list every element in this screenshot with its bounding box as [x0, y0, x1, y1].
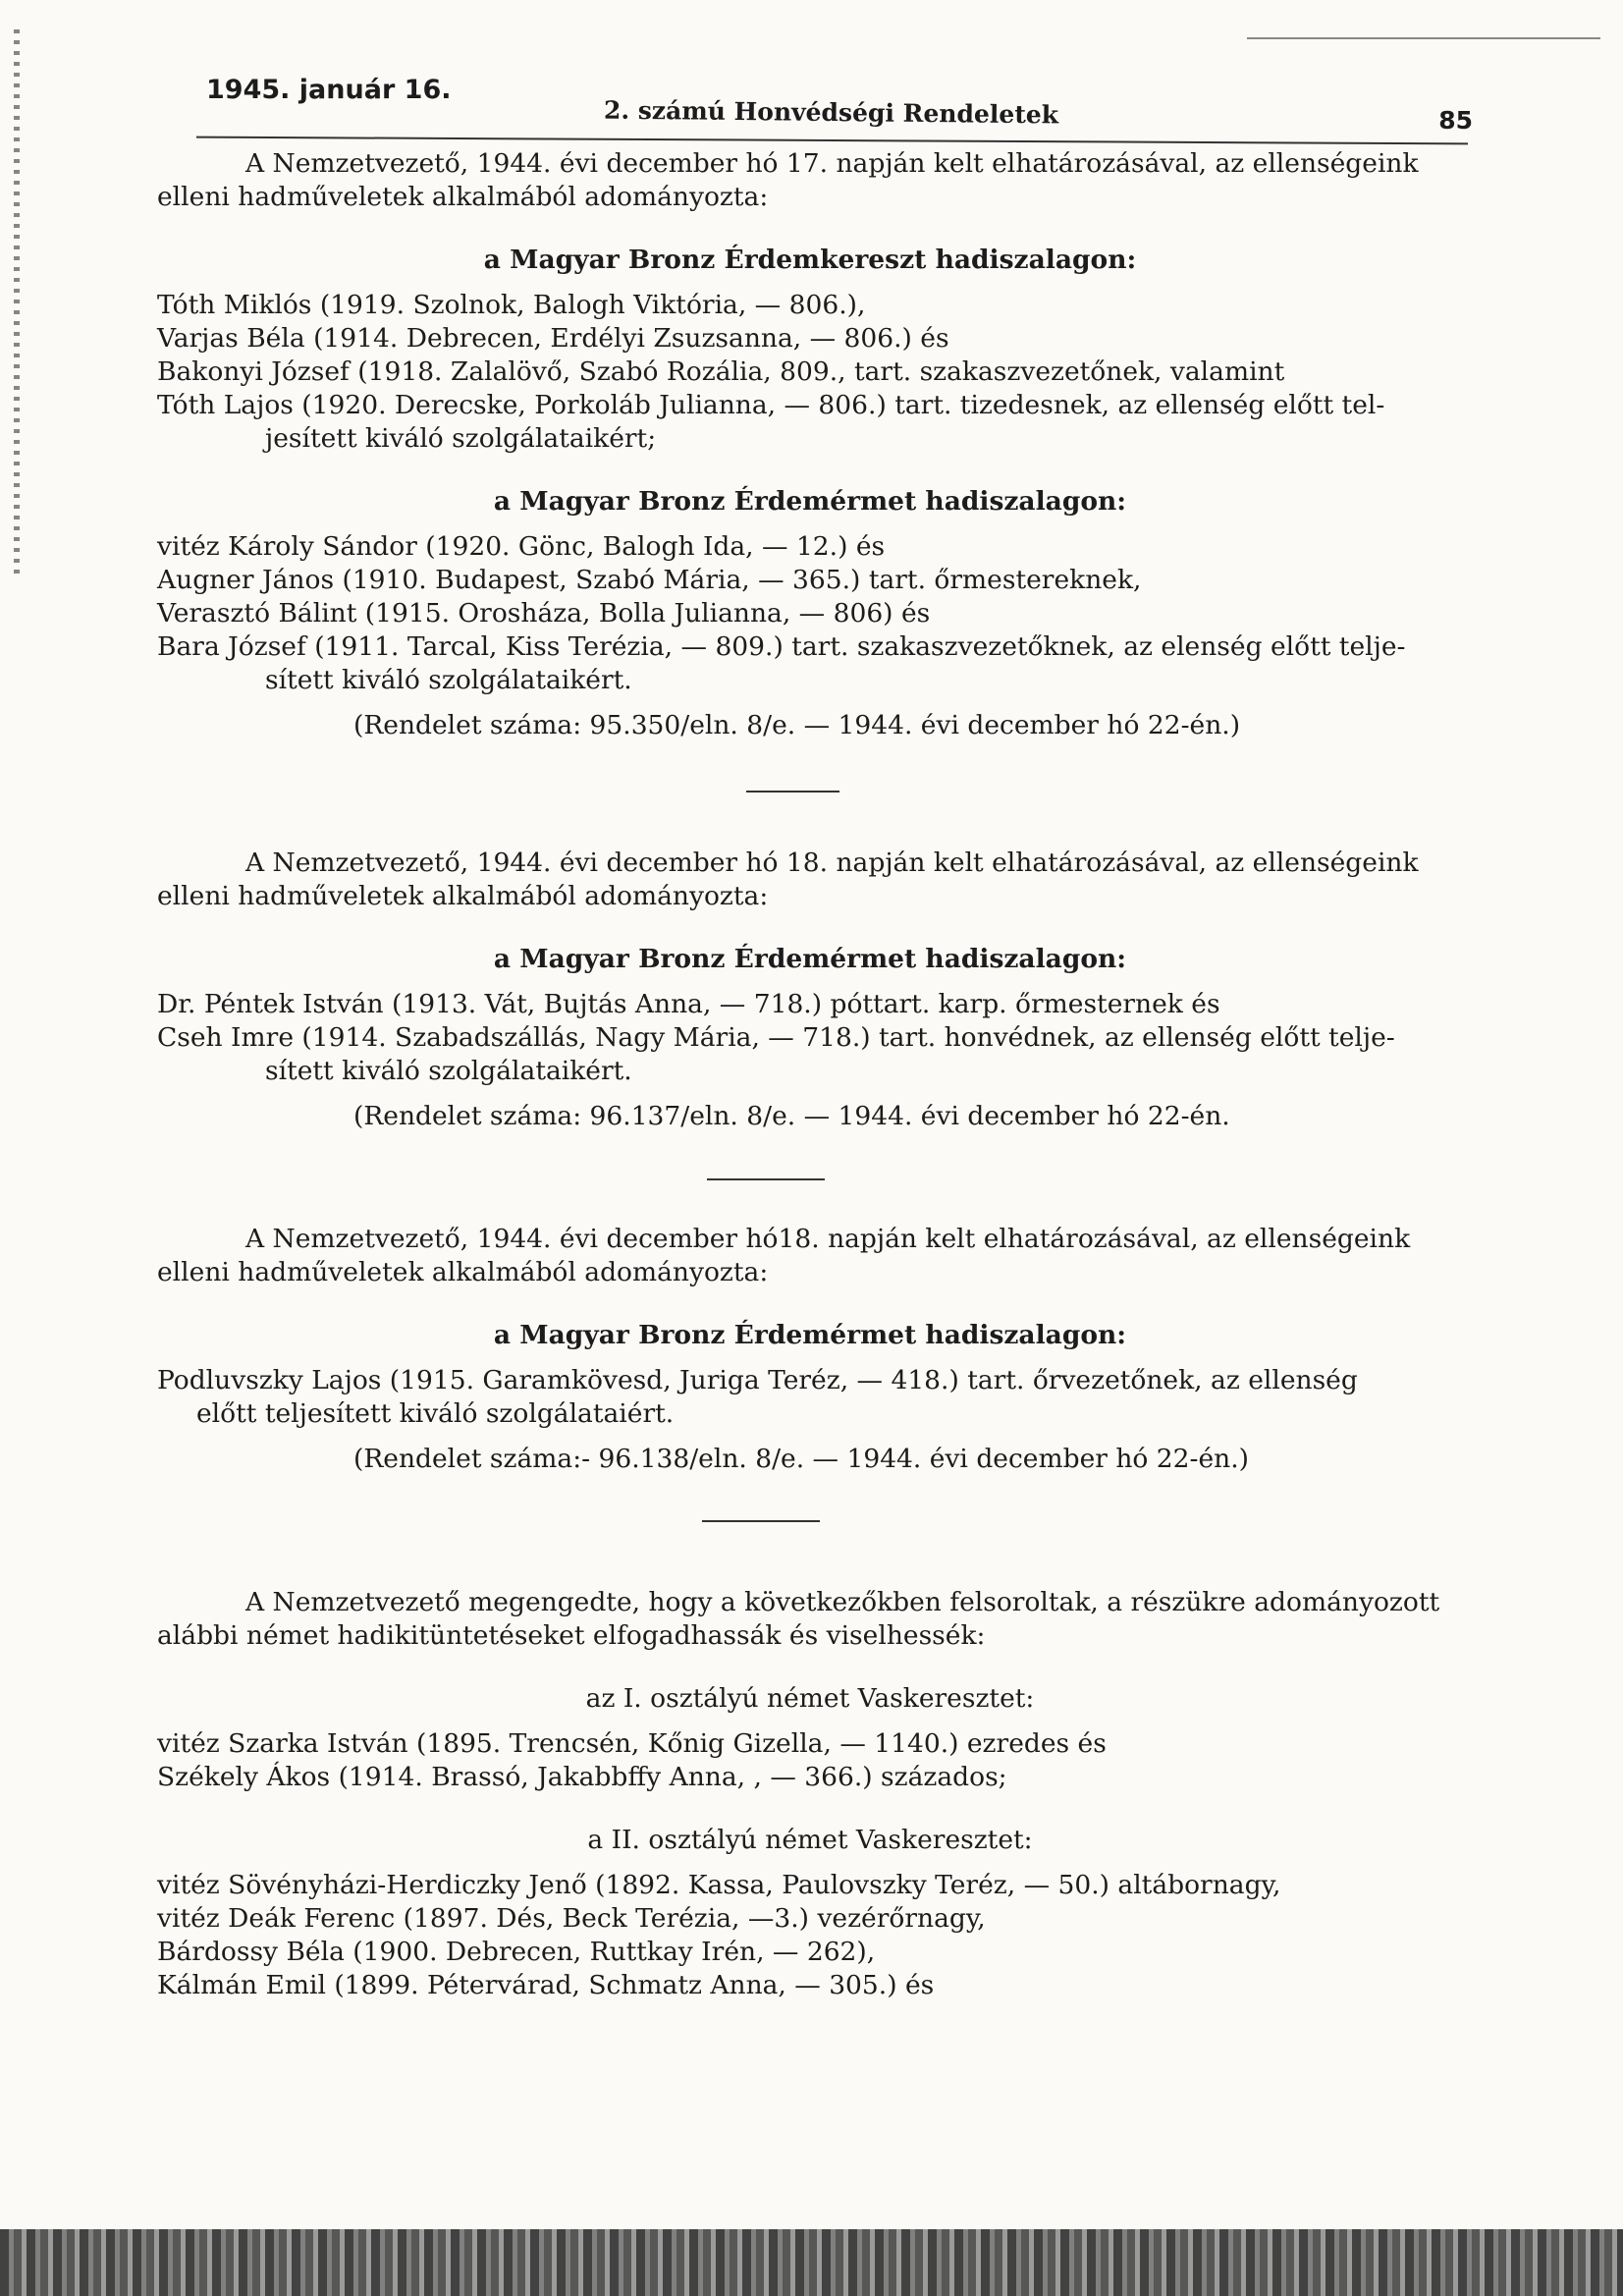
recipient-line: Augner János (1910. Budapest, Szabó Mária, — 365.) tart. őrmestereknek, [157, 565, 1142, 595]
recipient-line: Bárdossy Béla (1900. Debrecen, Ruttkay Irén, — 262), [157, 1937, 876, 1967]
section-divider [746, 791, 839, 793]
page-header [206, 69, 1473, 137]
header-rule [196, 137, 1468, 145]
decree-reference: (Rendelet száma: 96.137/eln. 8/e. — 1944. évi december hó 22-én. [353, 1101, 1230, 1131]
award-heading: a II. osztályú német Vaskeresztet: [587, 1825, 1033, 1855]
decree-block-1 [157, 147, 1463, 742]
recipient-line: Cseh Imre (1914. Szabadszállás, Nagy Mária, — 718.) tart. honvédnek, az ellenség előtt telje- [157, 1022, 1395, 1053]
recipient-line: vitéz Sövényházi-Herdiczky Jenő (1892. Kassa, Paulovszky Teréz, — 50.) altábornagy, [157, 1870, 1281, 1900]
decree-block-4 [157, 1586, 1463, 2002]
decree-block-2 [157, 847, 1463, 1133]
scan-top-line [1247, 37, 1600, 39]
recipient-line: vitéz Deák Ferenc (1897. Dés, Beck Terézia, —3.) vezérőrnagy, [157, 1903, 986, 1934]
recipient-line: Kálmán Emil (1899. Pétervárad, Schmatz Anna, — 305.) és [157, 1970, 935, 2000]
recipient-continuation: sített kiváló szolgálataikért. [265, 665, 632, 695]
recipient-continuation: sített kiváló szolgálataikért. [265, 1056, 632, 1086]
recipient-line: Varjas Béla (1914. Debrecen, Erdélyi Zsuzsanna, — 806.) és [157, 323, 949, 354]
decree-reference: (Rendelet száma: 95.350/eln. 8/e. — 1944. évi december hó 22-én.) [353, 710, 1241, 740]
decree-block-3 [157, 1223, 1463, 1476]
header-title: 2. számú Honvédségi Rendeletek [603, 95, 1059, 130]
section-divider [702, 1520, 820, 1522]
award-heading: a Magyar Bronz Érdemérmet hadiszalagon: [493, 1320, 1127, 1350]
recipient-line: vitéz Károly Sándor (1920. Gönc, Balogh Ida, — 12.) és [157, 531, 886, 562]
recipient-line: vitéz Szarka István (1895. Trencsén, Kőnig Gizella, — 1140.) ezredes és [157, 1728, 1107, 1759]
award-heading: a Magyar Bronz Érdemkereszt hadiszalagon: [483, 245, 1137, 275]
recipient-line: Székely Ákos (1914. Brassó, Jakabbffy Anna, , — 366.) százados; [157, 1762, 1007, 1792]
recipient-line: Bara József (1911. Tarcal, Kiss Terézia, — 809.) tart. szakaszvezetőknek, az elenség előtt telje- [157, 631, 1406, 662]
header-date: 1945. január 16. [206, 75, 452, 105]
scan-edge-artifact [14, 29, 20, 579]
decree-intro: A Nemzetvezető, 1944. évi december hó 18. napján kelt elhatározásával, az ellenségeink elleni hadműveletek alkalmából adományozta: [157, 847, 1419, 911]
recipient-line: Tóth Lajos (1920. Derecske, Porkoláb Julianna, — 806.) tart. tizedesnek, az ellenség előtt tel- [157, 390, 1385, 420]
decree-intro: A Nemzetvezető, 1944. évi december hó 17. napján kelt elhatározásával, az ellenségeink elleni hadműveletek alkalmából adományozta: [157, 148, 1419, 212]
award-heading: a Magyar Bronz Érdemérmet hadiszalagon: [493, 944, 1127, 974]
recipient-line: Bakonyi József (1918. Zalalövő, Szabó Rozália, 809., tart. szakaszvezetőnek, valamint [157, 356, 1285, 387]
recipient-line: Verasztó Bálint (1915. Orosháza, Bolla Julianna, — 806) és [157, 598, 931, 629]
section-divider [707, 1178, 825, 1180]
decree-intro: A Nemzetvezető megengedte, hogy a következőkben felsoroltak, a részükre adományozott alábbi német hadikitüntetéseket elfogadhassák és viselhessék: [157, 1587, 1440, 1651]
recipient-line: Tóth Miklós (1919. Szolnok, Balogh Viktória, — 806.), [157, 290, 866, 320]
decree-intro: A Nemzetvezető, 1944. évi december hó18. napján kelt elhatározásával, az ellenségeink elleni hadműveletek alkalmából adományozta: [157, 1224, 1411, 1287]
award-heading: a Magyar Bronz Érdemérmet hadiszalagon: [493, 486, 1127, 517]
recipient-continuation: jesített kiváló szolgálataikért; [265, 423, 657, 454]
page-number: 85 [1438, 106, 1473, 135]
recipient-line: Dr. Péntek István (1913. Vát, Bujtás Anna, — 718.) póttart. karp. őrmesternek és [157, 989, 1220, 1019]
recipient-line: Podluvszky Lajos (1915. Garamkövesd, Juriga Teréz, — 418.) tart. őrvezetőnek, az ellenség [157, 1365, 1358, 1395]
award-heading: az I. osztályú német Vaskeresztet: [585, 1683, 1035, 1714]
recipient-continuation: előtt teljesített kiváló szolgálataiért. [196, 1398, 675, 1429]
decree-reference: (Rendelet száma:- 96.138/eln. 8/e. — 1944. évi december hó 22-én.) [353, 1444, 1249, 1474]
scan-bottom-artifact [0, 2229, 1623, 2296]
